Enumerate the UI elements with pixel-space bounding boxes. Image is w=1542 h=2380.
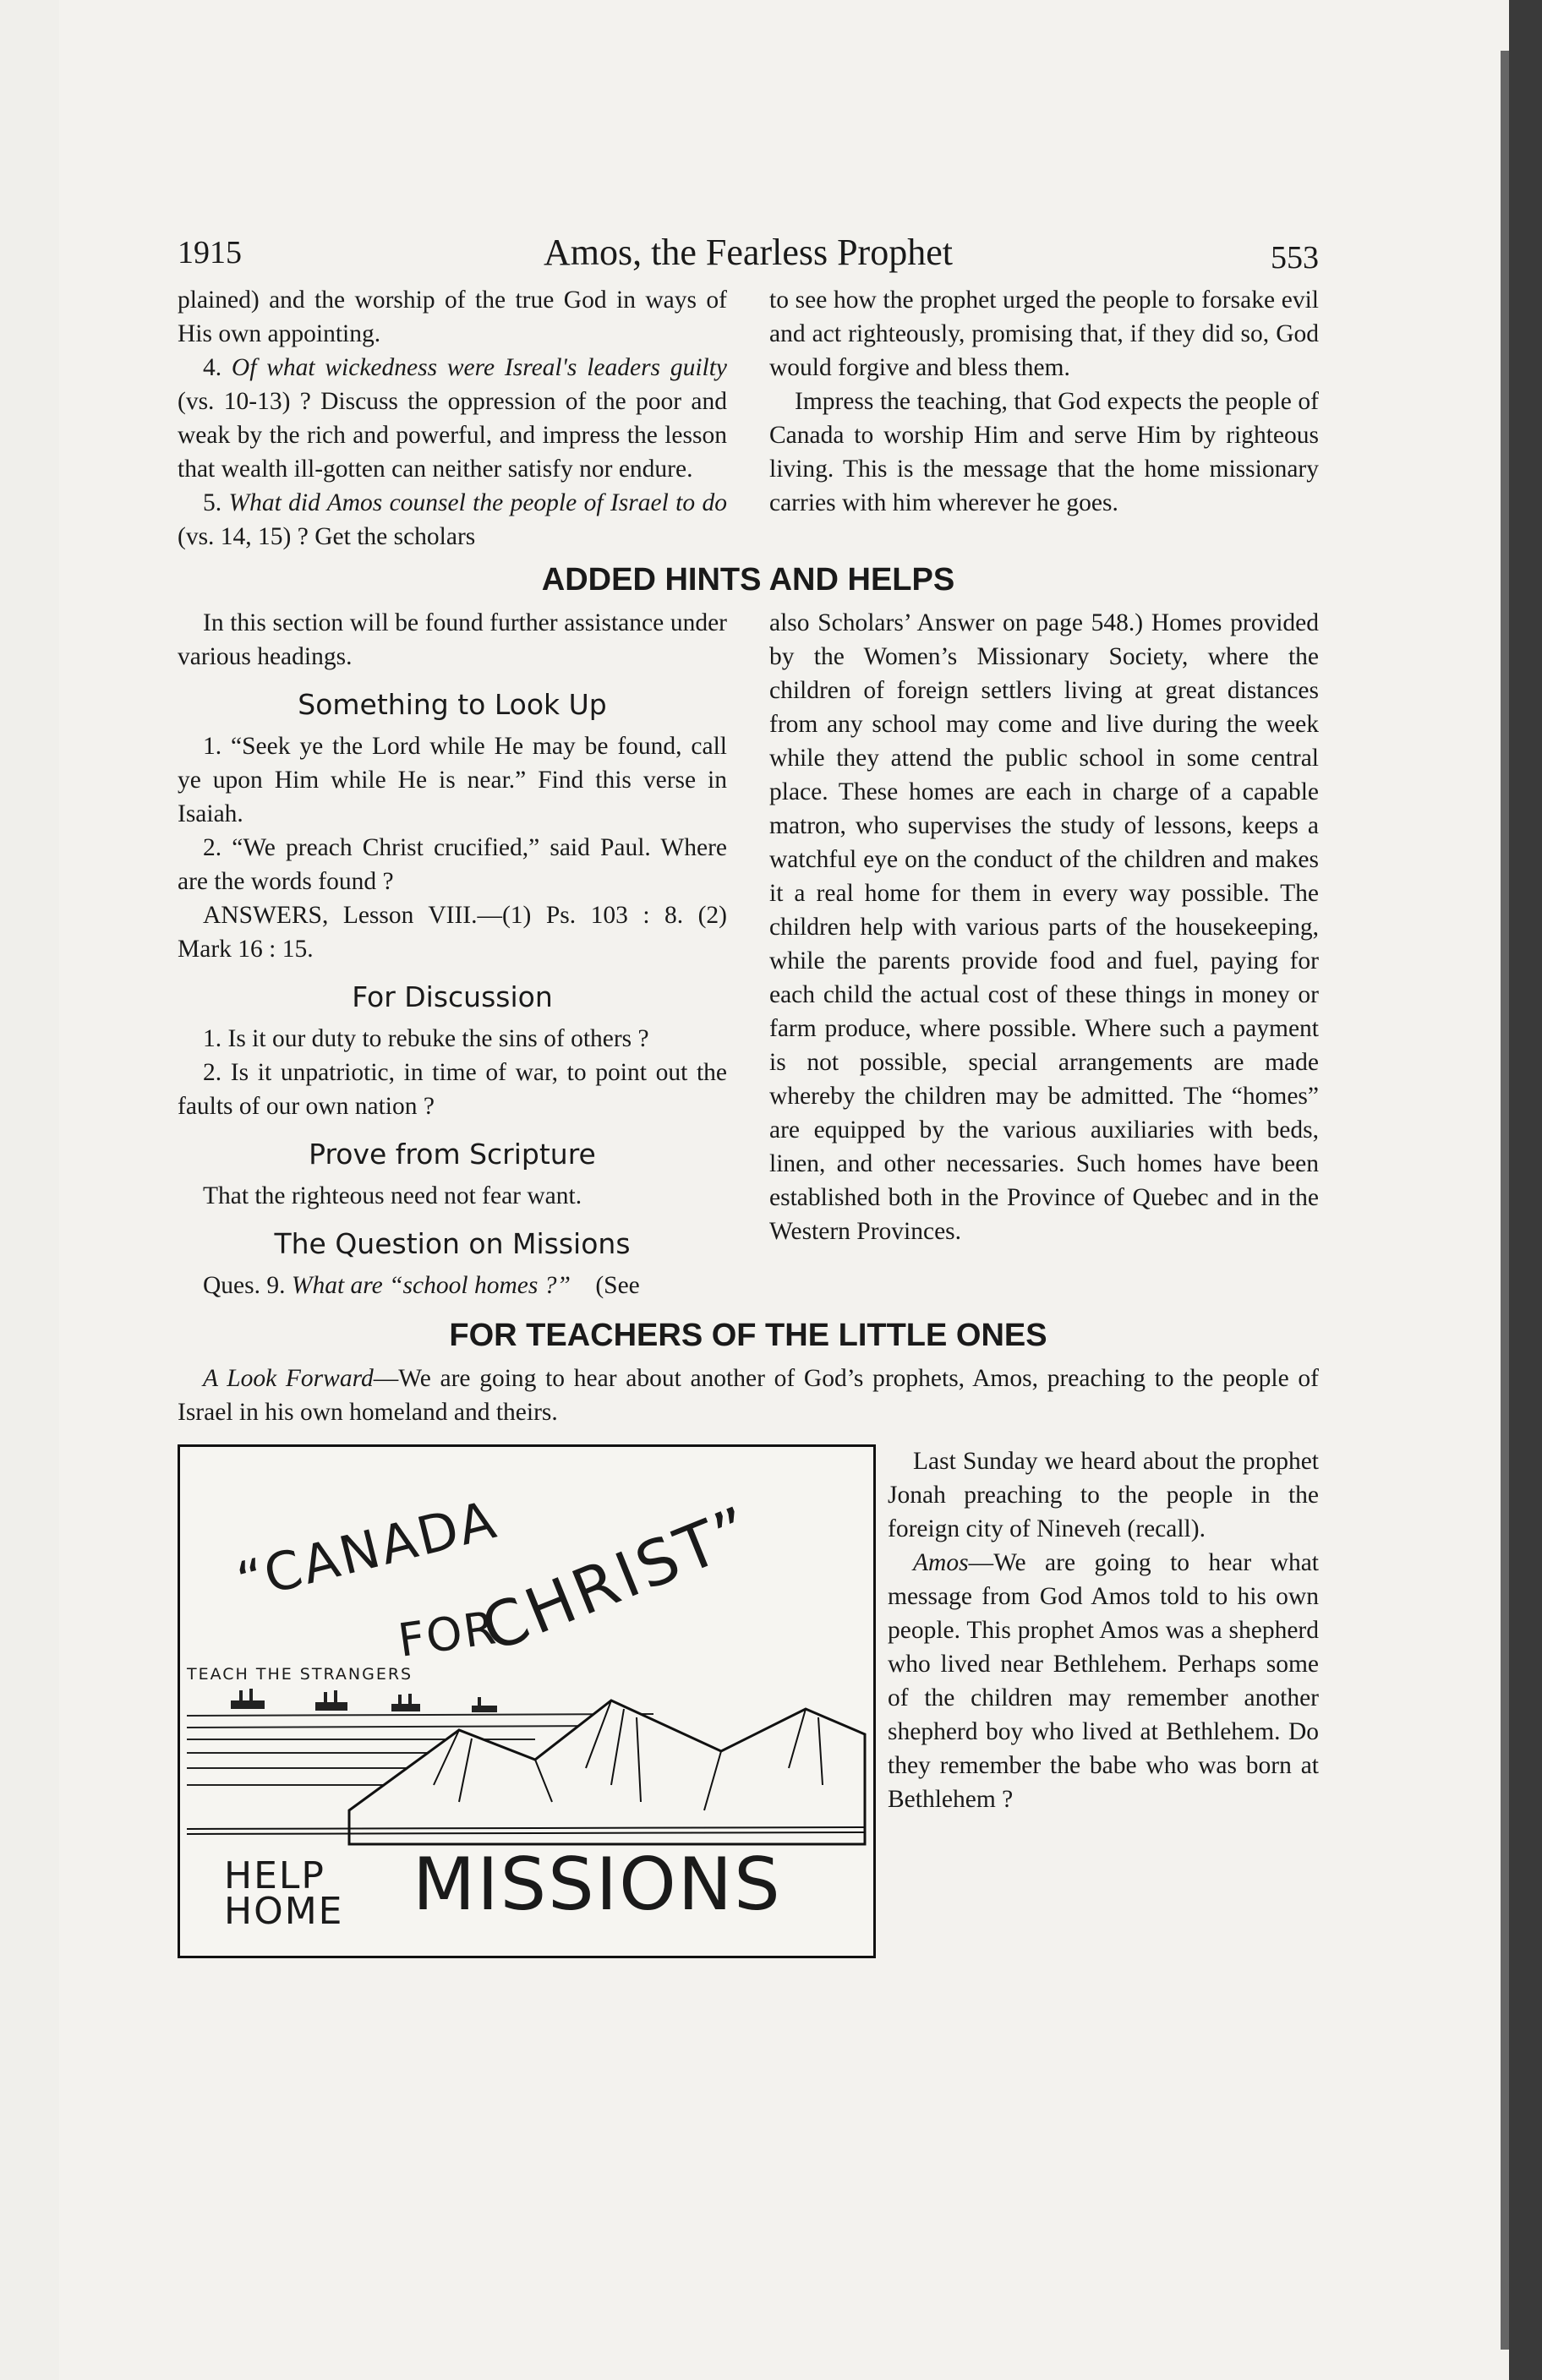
subheading-look-up: Something to Look Up [298,688,607,721]
left-page-edge [0,0,59,2380]
poster-christ: CHRIST” [472,1492,764,1667]
question-text: What are “school homes ?” [291,1272,571,1299]
poster-teach-strangers: TEACH THE STRANGERS [187,1665,413,1684]
paragraph: Impress the teaching, that God expects the people of Canada to worship Him and serve Him by righteous living. This is the message that the home missionary carries with him wherever he goes. [769,388,1319,516]
look-up-question: 1. “Seek ye the Lord while He may be found, call ye upon Him while He is near.” Find this verse in Isaiah. [178,733,727,827]
page-stack-edge [1501,51,1509,2350]
question-text: Of what wickedness were Isreal's leaders guilty [231,354,728,381]
top-columns [178,283,1319,554]
look-forward-label: A Look Forward [203,1365,374,1392]
poster-missions: MISSIONS [413,1842,782,1927]
section-heading-little-ones: FOR TEACHERS OF THE LITTLE ONES [449,1318,1047,1353]
subheading-discussion: For Discussion [352,980,553,1013]
canada-for-christ-poster [178,1444,876,1958]
subheading-missions: The Question on Missions [274,1227,631,1260]
poster-help: HELP [224,1854,325,1897]
discussion-question: 1. Is it our duty to rebuke the sins of others ? [203,1025,649,1052]
page-number: 553 [1271,240,1319,276]
look-up-question: 2. “We preach Christ crucified,” said Paul. Where are the words found ? [178,834,727,895]
question-text: What did Amos counsel the people of Israel to do [228,489,727,516]
question-number: 5. [203,489,222,516]
top-right-column [769,283,1319,554]
amos-paragraph [888,1546,1319,1816]
question-5 [178,486,727,554]
answers: ANSWERS, Lesson VIII.—(1) Ps. 103 : 8. (2) Mark 16 : 15. [178,902,727,963]
missions-question [178,1269,727,1302]
hints-columns [178,606,1319,1302]
subheading-prove: Prove from Scripture [309,1138,596,1171]
question-4 [178,351,727,486]
question-body: (vs. 14, 15) ? Get the scholars [178,523,476,550]
poster-home: HOME [224,1890,344,1933]
hints-left-column [178,606,727,1302]
paragraph: Last Sunday we heard about the prophet Jonah preaching to the people in the foreign city of Nineveh (recall). [888,1448,1319,1542]
hints-right-column [769,606,1319,1302]
question-number: 4. [203,354,222,381]
little-ones-section [178,1444,1319,1958]
section-heading-hints: ADDED HINTS AND HELPS [541,562,955,598]
paragraph: to see how the prophet urged the people to forsake evil and act righteously, promising that, if they did so, God would forgive and bless them. [769,287,1319,381]
amos-text: —We are going to hear what message from God Amos told to his own people. This prophet Amos was a shepherd who lived near Bethlehem. Perhaps some of the children may remember another shepherd boy who lived at Bethlehem. Do they remember the babe who was born at Bethlehem ? [888,1549,1319,1813]
amos-label: Amos [913,1549,969,1576]
hints-intro: In this section will be found further assistance under various headings. [178,609,727,670]
page-content [178,216,1319,1958]
school-homes-answer: also Scholars’ Answer on page 548.) Homes provided by the Women’s Missionary Society, where the children of foreign settlers living at great distances from any school may come and live during the week while they attend the public school in some central place. These homes are each in charge of a capable matron, who supervises the study of lessons, keeps a watchful eye on the conduct of the children and makes it a real home for them in every way possible. The children help with various parts of the housekeeping, while the parents provide food and fuel, paying for each child the actual cost of these things in money or farm produce, where possible. Where such a payment is not possible, special arrangements are made whereby the children may be admitted. The “homes” are equipped by the various auxiliaries with beds, linen, and other necessaries. Such homes have been established both in the Province of Quebec and in the Western Provinces. [769,609,1319,1245]
question-suffix: (See [595,1272,640,1299]
running-head [178,216,1319,283]
header-year: 1915 [178,235,242,270]
right-border [1509,0,1542,2380]
question-prefix: Ques. 9. [203,1272,286,1299]
discussion-question: 2. Is it unpatriotic, in time of war, to point out the faults of our own nation ? [178,1059,727,1120]
poster-canada: “CANADA [231,1488,504,1613]
poster-for: FOR [395,1601,500,1668]
question-body: (vs. 10-13) ? Discuss the oppression of the poor and weak by the rich and powerful, and impress the lesson that wealth ill-gotten can neither satisfy nor endure. [178,388,727,483]
prove-text: That the righteous need not fear want. [203,1182,582,1209]
paragraph: plained) and the worship of the true God in ways of His own appointing. [178,287,727,347]
little-ones-text [888,1444,1319,1958]
look-forward-paragraph [178,1362,1319,1429]
top-left-column [178,283,727,554]
look-forward-text: —We are going to hear about another of God’s prophets, Amos, preaching to the people of Israel in his own homeland and theirs. [178,1365,1319,1426]
header-title: Amos, the Fearless Prophet [544,232,953,273]
